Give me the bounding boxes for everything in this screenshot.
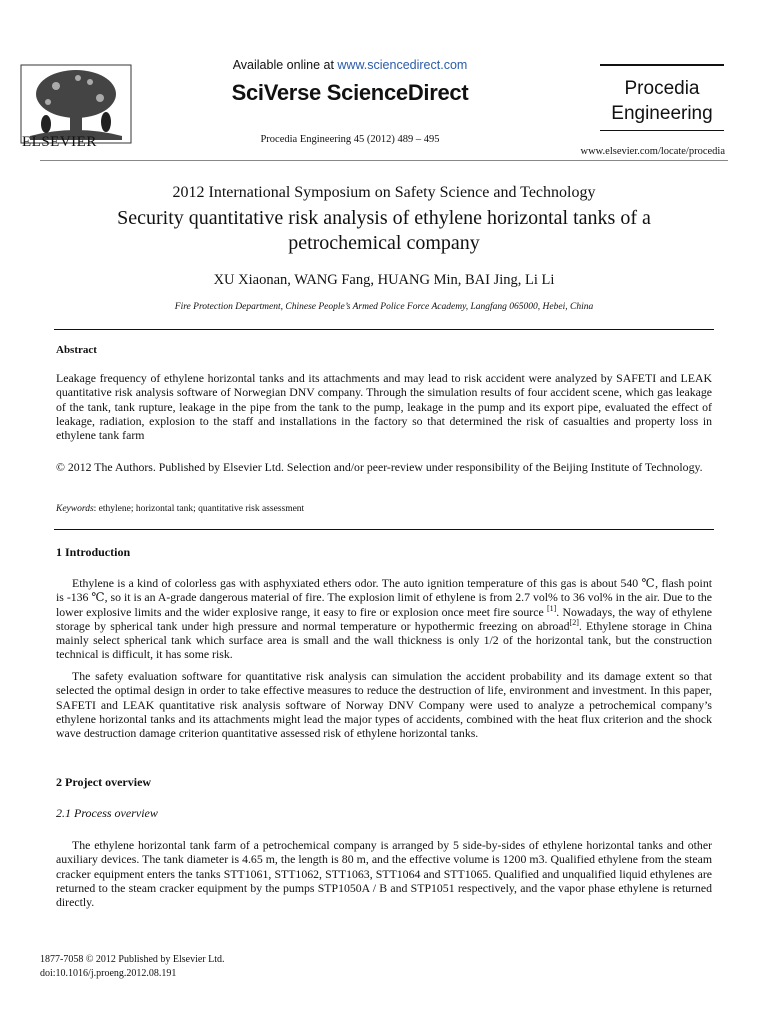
journal-title: Procedia Engineering: [611, 78, 713, 124]
abstract-bottom-rule: [54, 529, 714, 530]
intro-paragraph-1: [56, 576, 712, 662]
intro-p1-part-a: Ethylene is a kind of colorless gas with asphyxiated ethers odor. The auto ignition temperature of this gas is about 540 ℃, flash point is -136 ℃, so it is an A-grade dangerous material of fire. The explosion limit of ethylene is from 2.7 vol% to 36 vol% in the air. Due to the lower explosive limits and the wider explosive range, it easy to fire or explosion once meet fire source: [56, 576, 712, 619]
citation-2[interactable]: [2]: [569, 617, 579, 627]
overview-paragraph-1: The ethylene horizontal tank farm of a petrochemical company is arranged by 5 side-by-sides of ethylene horizontal tanks and other auxiliary devices. The tank diameter is 4.65 m, the length is 80 m, and the effective volume is 1200 m3. Qualified ethylene from the steam cracker equipment enters the tanks STT1061, STT1062, STT1063, STT1064 and STT1065. Qualified and unqualified liquid ethylenes are returned to the steam cracker equipment by the pumps STP1050A / B and STP1051 respectively, and the vapor phase ethylene is returned directly.: [56, 838, 712, 910]
section-heading-introduction: 1 Introduction: [56, 545, 131, 559]
available-prefix: Available online at: [232, 58, 338, 72]
copyright-notice: © 2012 The Authors. Published by Elsevier Ltd. Selection and/or peer-review under responsibility of the Beijing Institute of Technology.: [56, 460, 703, 474]
conference-name: 2012 International Symposium on Safety Science and Technology: [172, 184, 596, 201]
sciverse-brand: SciVerse ScienceDirect: [231, 80, 469, 105]
subsection-heading-process-overview: 2.1 Process overview: [56, 806, 158, 820]
paper-title: Security quantitative risk analysis of ethylene horizontal tanks of a petrochemical company: [117, 207, 651, 254]
footer-issn: 1877-7058 © 2012 Published by Elsevier Ltd.: [40, 954, 225, 965]
intro-p1-part-c: . Ethylene storage in China mainly select spherical tank which surface area is small and the wall thickness is only 1/2 of the horizontal tank, but the construction technical is difficult, it has some risk.: [56, 618, 712, 662]
sciencedirect-link[interactable]: www.sciencedirect.com: [337, 58, 468, 72]
header-divider: [40, 160, 728, 161]
journal-reference: Procedia Engineering 45 (2012) 489 – 495: [260, 134, 440, 145]
availability-line: [150, 58, 550, 72]
section-heading-project-overview: 2 Project overview: [56, 775, 152, 789]
journal-box-top-rule: [600, 64, 724, 66]
abstract-top-rule: [54, 329, 714, 330]
keywords-label: Keywords: [56, 504, 94, 514]
intro-p1-part-b: . Nowadays, the way of ethylene storage by spherical tank under high pressure and normal temperature or hypothermic freezing on abroad: [56, 604, 712, 633]
affiliation: Fire Protection Department, Chinese People’s Armed Police Force Academy, Langfang 065000, Hebei, China: [174, 302, 594, 312]
journal-url[interactable]: www.elsevier.com/locate/procedia: [580, 146, 725, 157]
footer-doi[interactable]: doi:10.1016/j.proeng.2012.08.191: [40, 968, 177, 979]
intro-paragraph-2: The safety evaluation software for quantitative risk analysis can simulation the accident probability and its damage extent so that selected the optimal design in order to take effective measures to reduce the destruction of life, environment and investment. In this paper, SAFETI and LEAK quantitative risk analysis software of Norway DNV Company were used to analyze a petrochemical company’s ethylene horizontal tanks and its attachments might lead the major types of accidents, combined with the heat flux criterion and the shock wave destruction damage criterion quantitative assessed risk of ethylene horizontal tanks.: [56, 669, 712, 741]
keywords-line: [56, 504, 304, 514]
citation-1[interactable]: [1]: [546, 603, 557, 613]
abstract-heading: Abstract: [56, 344, 97, 356]
abstract-text: Leakage frequency of ethylene horizontal tanks and its attachments and may lead to risk accident were analyzed by SAFETI and LEAK quantitative risk analysis software of Norwegian DNV company. Through the simulation results of four accident scene, which gas leakage of the tank, tank rupture, leakage in the pipe from the tank to the pump, leakage in the pump and its export pipe, evaluated the effect of leakage, radiation, explosion to the staff and installations in the factory so that determined the risk of casualties and property loss in ethylene tank farm: [56, 371, 712, 443]
keywords-list: : ethylene; horizontal tank; quantitative risk assessment: [93, 504, 305, 514]
author-list: XU Xiaonan, WANG Fang, HUANG Min, BAI Jing, Li Li: [213, 272, 555, 288]
journal-box-bottom-rule: [600, 130, 724, 131]
publisher-name: ELSEVIER: [22, 134, 97, 150]
